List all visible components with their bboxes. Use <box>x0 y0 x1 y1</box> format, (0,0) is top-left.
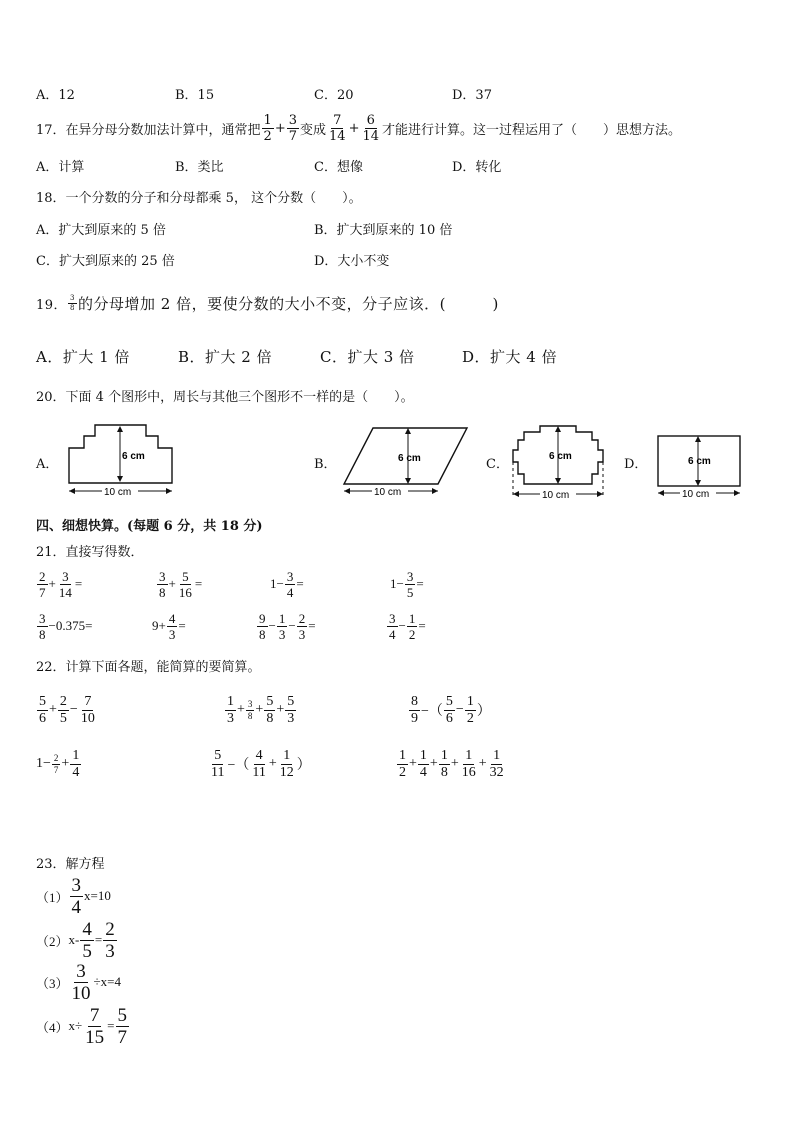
q17-option-c: C．想像 <box>314 160 363 175</box>
q20-figure-b <box>338 420 474 500</box>
q20-label-d: D． <box>624 457 648 472</box>
q20-a-width-label: 10 cm <box>104 487 132 498</box>
q16-option-c: C．20 <box>314 88 354 103</box>
q17-option-d: D．转化 <box>452 160 502 175</box>
q19-option-b: B．扩大 2 倍 <box>178 348 273 366</box>
q19-option-a: A．扩大 1 倍 <box>36 348 130 366</box>
q19-text: 的分母增加 2 倍，要使分数的大小不变，分子应该．( ) <box>78 294 499 313</box>
section-4-title: 四、细想快算。(每题 6 分，共 18 分) <box>36 519 263 534</box>
q23-equation-3: （3） $\frac{3}{10}$ ÷x=4 <box>36 960 121 1004</box>
q17-plus-2: + <box>348 120 360 136</box>
q20-c-width-label: 10 cm <box>542 490 570 501</box>
q17-option-b: B．类比 <box>175 160 224 175</box>
q22-stem: 22．计算下面各题，能简算的要简算。 <box>36 660 261 675</box>
q21-expr-3: 1− $\frac{3}{4}$ = <box>270 568 304 600</box>
q17-mid: 变成 <box>300 122 327 138</box>
q17-plus-1: + <box>274 120 286 136</box>
q18-option-b: B．扩大到原来的 10 倍 <box>314 223 453 238</box>
q19-option-c: C．扩大 3 倍 <box>320 348 415 366</box>
q17-option-a: A．计算 <box>36 160 85 175</box>
q19-number: 19． <box>36 297 68 313</box>
q22-expr-4: 1− $\frac{2}{7}$ + $\frac{1}{4}$ <box>36 747 80 780</box>
q17-prefix: 17．在异分母分数加法计算中，通常把 <box>36 122 261 138</box>
q20-figure-c <box>506 422 610 504</box>
q18-option-a: A．扩大到原来的 5 倍 <box>36 223 166 238</box>
q20-d-height-label: 6 cm <box>688 456 711 467</box>
q19-stem <box>36 290 499 316</box>
q20-label-c: C． <box>486 457 509 472</box>
q17-fraction-2: $\frac{3}{7}$ <box>288 112 298 144</box>
q17-fraction-3: $\frac{7}{14}$ <box>329 112 346 144</box>
q17-stem <box>36 108 681 148</box>
q20-b-height-label: 6 cm <box>398 453 421 464</box>
q23-equation-2: （2） x- $\frac{4}{5}$ = $\frac{2}{3}$ <box>36 918 115 962</box>
q19-option-d: D．扩大 4 倍 <box>462 348 558 366</box>
q21-expr-1: $\frac{2}{7}$ + $\frac{3}{14}$ = <box>39 568 83 600</box>
q22-expr-3: $\frac{8}{9}$ −（ $\frac{5}{6}$ − $\frac{1}{2}$ ） <box>411 693 491 726</box>
q21-stem: 21．直接写得数． <box>36 545 144 560</box>
q16-option-a: A．12 <box>36 88 75 103</box>
q21-expr-8: $\frac{3}{4}$ − $\frac{1}{2}$ = <box>389 610 426 642</box>
q23-equation-1: （1） $\frac{3}{4}$ x=10 <box>36 874 111 918</box>
q23-stem: 23．解方程 <box>36 857 105 872</box>
q20-figure-d <box>650 428 748 504</box>
q18-option-c: C．扩大到原来的 25 倍 <box>36 254 175 269</box>
q22-expr-5: $\frac{5}{11}$ −（ $\frac{4}{11}$ + $\frac{1}{12}$ ） <box>211 747 311 780</box>
q21-expr-2: $\frac{3}{8}$ + $\frac{5}{16}$ = <box>159 568 203 600</box>
q17-fraction-4: $\frac{6}{14}$ <box>362 112 380 144</box>
q18-stem: 18．一个分数的分子和分母都乘 5， 这个分数（ ）。 <box>36 191 362 206</box>
q23-equation-4: （4） x÷ $\frac{7}{15}$ = $\frac{5}{7}$ <box>36 1004 127 1048</box>
q19-fraction: $\frac{3}{8}$ <box>70 293 76 312</box>
q20-label-b: B． <box>314 457 337 472</box>
q22-expr-2: $\frac{1}{3}$ + $\frac{3}{8}$ + $\frac{5}{8}$ + $\frac{5}{3}$ <box>227 693 295 726</box>
q18-option-d: D．大小不变 <box>314 254 390 269</box>
q21-expr-5: $\frac{3}{8}$ −0.375= <box>39 610 93 642</box>
q16-option-d: D．37 <box>452 88 492 103</box>
q17-fraction-1: $\frac{1}{2}$ <box>263 112 272 144</box>
q20-c-height-label: 6 cm <box>549 451 572 462</box>
q20-stem: 20．下面 4 个图形中，周长与其他三个图形不一样的是（ ）。 <box>36 390 414 405</box>
q21-expr-6: 9+ $\frac{4}{3}$ = <box>152 610 186 642</box>
q20-figure-a <box>62 420 182 500</box>
q21-expr-4: 1− $\frac{3}{5}$ = <box>390 568 424 600</box>
q17-suffix: 才能进行计算。这一过程运用了（ ）思想方法。 <box>382 122 682 138</box>
q20-label-a: A． <box>36 457 59 472</box>
q20-a-height-label: 6 cm <box>122 451 145 462</box>
q22-expr-1: $\frac{5}{6}$ + $\frac{2}{5}$ − $\frac{7}{10}$ <box>39 693 95 726</box>
q21-expr-7: $\frac{9}{8}$ − $\frac{1}{3}$ − $\frac{2}{3}$ = <box>259 610 316 642</box>
q16-option-b: B．15 <box>175 88 215 103</box>
q22-expr-6: $\frac{1}{2}$ + $\frac{1}{4}$ + $\frac{1}{8}$ + $\frac{1}{16}$ + $\frac{1}{32}$ <box>399 747 504 780</box>
q20-d-width-label: 10 cm <box>682 489 710 500</box>
q20-b-width-label: 10 cm <box>374 487 402 498</box>
